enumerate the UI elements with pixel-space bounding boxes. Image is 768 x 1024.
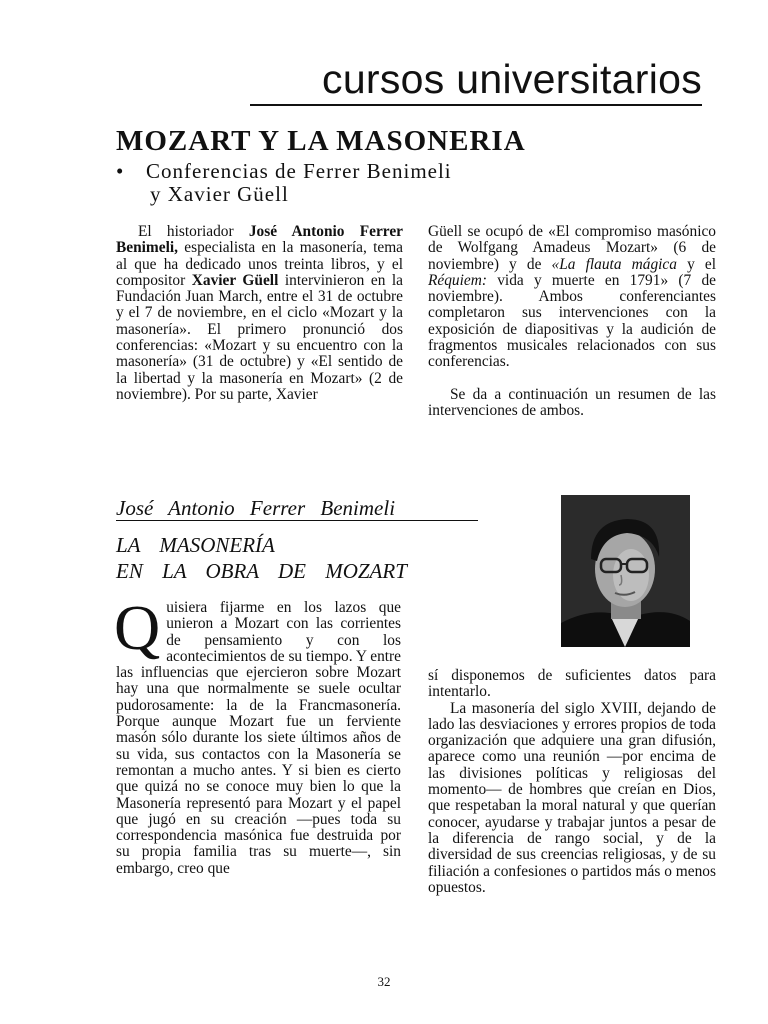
text-run: Güell se ocupó de «El compromiso masónico de Wolfgang Amadeus Mozart» (6 de noviembre) y de (428, 223, 716, 273)
feature-title-line-2: EN LA OBRA DE MOZART (116, 559, 407, 583)
portrait-illustration (561, 495, 690, 647)
intro-paragraph-left (116, 224, 403, 403)
page-number: 32 (377, 974, 391, 989)
text-run: y el (676, 255, 716, 273)
bold-name: José Antonio Ferrer Benimeli, (116, 223, 403, 257)
text-run: vida y muerte en 1791» (7 de noviembre). Ambos conferenciantes completaron sus intervenciones con la exposición de diapositivas y la audición de fragmentos musicales relacionados con sus conferencias. (428, 271, 716, 371)
intro-column-left (116, 224, 403, 403)
subhead-line-2: y Xavier Güell (150, 182, 289, 206)
bold-name: Xavier Güell (191, 271, 279, 289)
feature-paragraph-1 (114, 592, 401, 877)
author-portrait (561, 495, 690, 647)
feature-paragraph-1-text: uisiera fijarme en los lazos que unieron a Mozart con las corrientes de pensamiento y con los acontecimientos de su tiempo. Y entre las influencias que ejercieron sobre Mozart hay una que normalmente se suele ocultar pudorosamente: la de la Francmasonería. Porque aunque Mozart fue un ferviente masón sólo durante los siete últimos años de su vida, sus contactos con la Masonería se remontan a mucho antes. Y si bien es cierto que quizá no se conoce muy bien lo que la Masonería representó para Mozart y el papel que jugó en su creación —pues toda su correspondencia masónica fue destruida por su propia familia tras su muerte—, sin embargo, creo que (116, 599, 401, 877)
intro-paragraph-right-1 (428, 224, 716, 371)
intro-paragraph-right-2: Se da a continuación un resumen de las intervenciones de ambos. (428, 385, 716, 419)
article-subhead (116, 160, 616, 206)
section-title: cursos universitarios (250, 54, 702, 106)
feature-body-right (428, 668, 716, 896)
italic-title: Réquiem: (428, 271, 487, 289)
article-headline: MOZART Y LA MASONERIA (116, 125, 526, 157)
text-run: especialista en la masonería, tema al que ha dedicado unos treinta libros, y el compositor (116, 239, 403, 289)
drop-cap: Q (114, 592, 161, 663)
feature-title (116, 532, 486, 584)
subhead-line-1: Conferencias de Ferrer Benimeli (146, 159, 452, 183)
feature-paragraph-2: sí disponemos de suficientes datos para intentarlo. (428, 667, 716, 701)
intro-column-right (428, 224, 716, 419)
text-run: intervinieron en la Fundación Juan March, entre el 31 de octubre y el 7 de noviembre, en el ciclo «Mozart y la masonería». El primero pronunció dos conferencias: «Mozart y su encuentro con la masonería» (31 de octubre) y «El sentido de la libertad y la masonería en Mozart» (2 de noviembre). Por su parte, Xavier (116, 271, 403, 403)
feature-author: José Antonio Ferrer Benimeli (116, 496, 478, 521)
feature-paragraph-3: La masonería del siglo XVIII, dejando de lado las desviaciones y errores propios de toda organización que adquiere una gran difusión, aparece como una reunión —por encima de las divisiones políticas y religiosas del momento— de hombres que creían en Dios, que respetaban la moral natural y que querían conocer, ayudarse y trabajar juntos a pesar de la diferencia de rango social, y de la diversidad de sus creencias religiosas, y de su filiación a confesiones o partidos más o menos opuestos. (428, 699, 716, 896)
feature-title-line-1: LA MASONERÍA (116, 533, 275, 557)
bullet-icon: • (116, 159, 125, 183)
feature-body-left (114, 592, 401, 877)
text-run: El historiador (138, 223, 249, 240)
italic-title: «La flauta mágica (551, 255, 677, 273)
